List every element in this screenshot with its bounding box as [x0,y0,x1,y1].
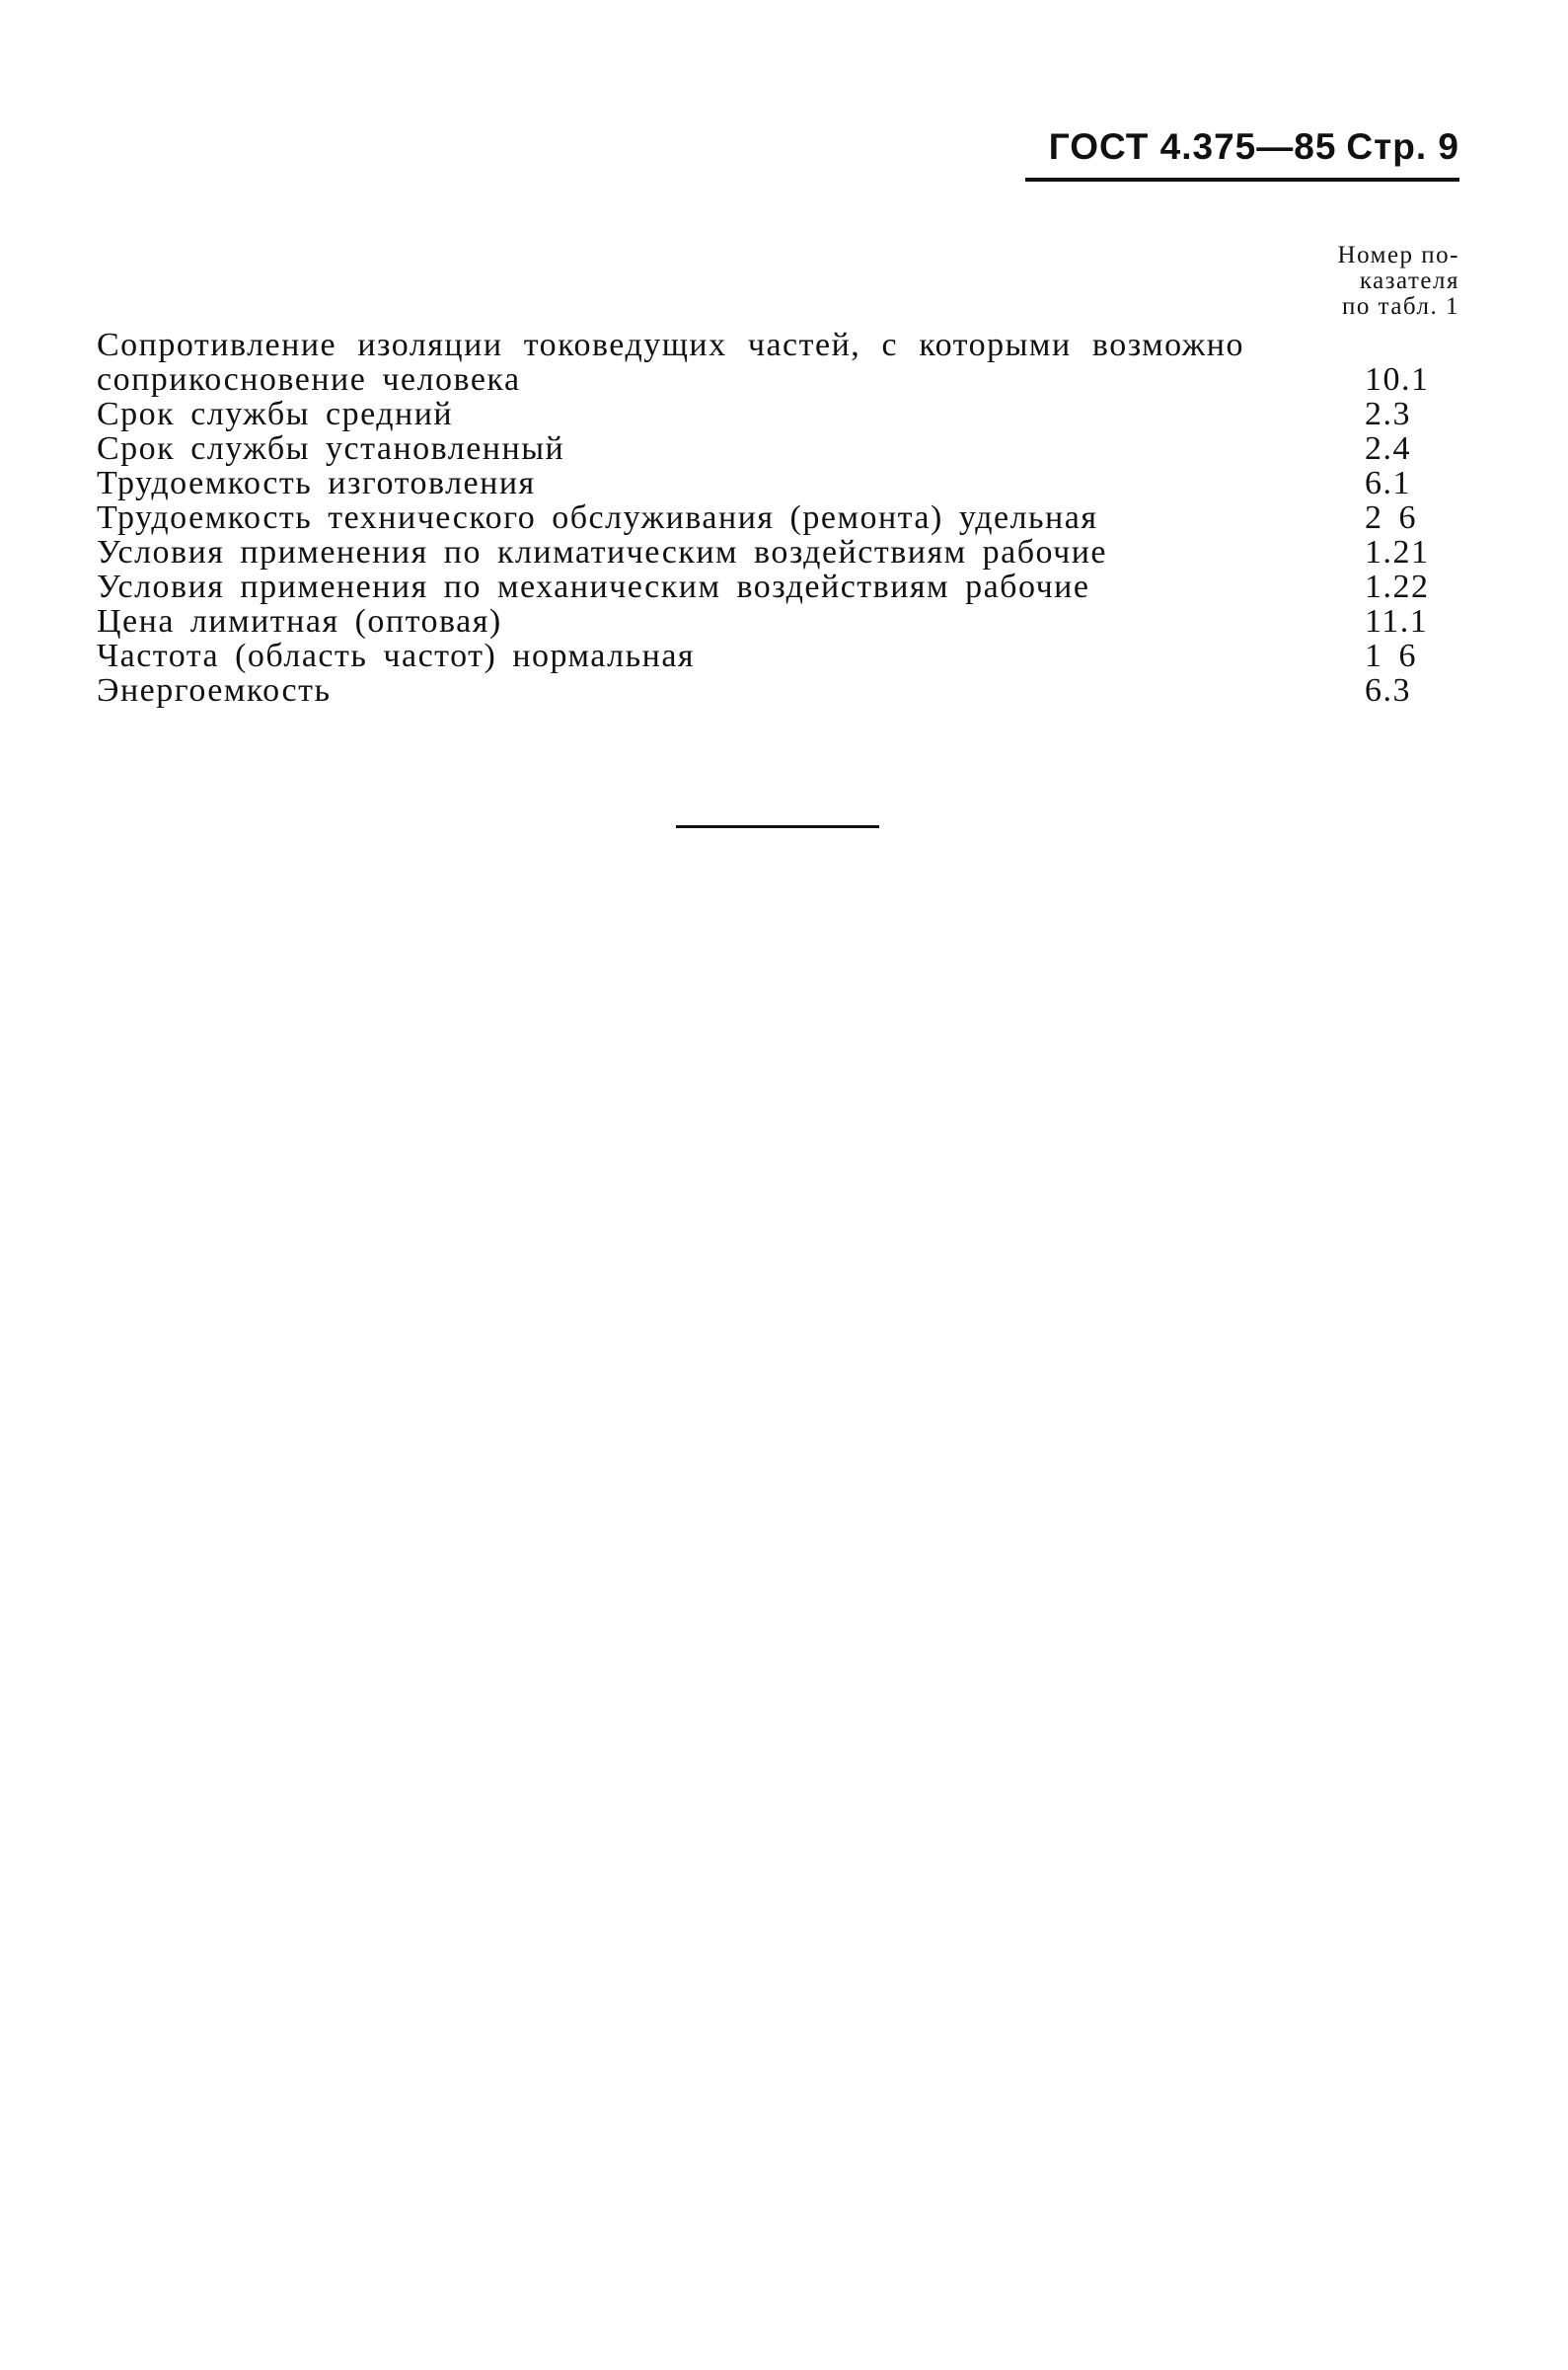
entry-number: 1.22 [1365,569,1430,605]
entry-number: 2.4 [1365,430,1411,467]
entry-number: 6.3 [1365,672,1411,709]
entry-number: 2.3 [1365,396,1411,432]
entry-label: Трудоемкость изготовления [97,465,536,501]
entry-label: Условия применения по климатическим воздействиям рабочие [97,534,1107,571]
column-heading-line: казателя [1359,268,1459,294]
entry-number: 11.1 [1365,603,1429,640]
index-entry [97,535,1461,570]
entry-label: Энергоемкость [97,672,332,709]
index-entry [97,604,1461,639]
entry-label: Частота (область частот) нормальная [97,638,696,674]
index-entry [97,466,1461,500]
index-entry [97,500,1461,535]
entry-number: 1.21 [1365,534,1430,571]
entry-number: 10.1 [1365,361,1430,398]
entry-label: Цена лимитная (оптовая) [97,603,502,640]
entry-label: Срок службы средний [97,396,454,432]
page-header [1025,126,1459,182]
column-heading [1338,243,1459,320]
standard-number: ГОСТ 4.375—85 [1048,126,1337,167]
index-entry [97,397,1461,431]
entry-label: Условия применения по механическим воздействиям рабочие [97,569,1090,605]
index-entry [97,328,1461,397]
column-heading-line: по табл. 1 [1341,293,1459,320]
entry-number: 6.1 [1365,465,1411,501]
index-list [97,328,1461,708]
entry-label: Сопротивление изоляции токоведущих частей, с которыми возможно соприкосновение человека [97,327,1244,398]
entry-label: Трудоемкость технического обслуживания (ремонта) удельная [97,499,1098,536]
entry-number: 1 6 [1365,638,1417,674]
page-number: Стр. 9 [1346,126,1459,167]
index-entry [97,431,1461,466]
index-entry [97,639,1461,673]
entry-label: Срок службы установленный [97,430,565,467]
end-rule [676,825,879,828]
index-entry [97,673,1461,708]
entry-number: 2 6 [1365,499,1417,536]
index-entry [97,570,1461,604]
column-heading-line: Номер по- [1337,242,1459,268]
